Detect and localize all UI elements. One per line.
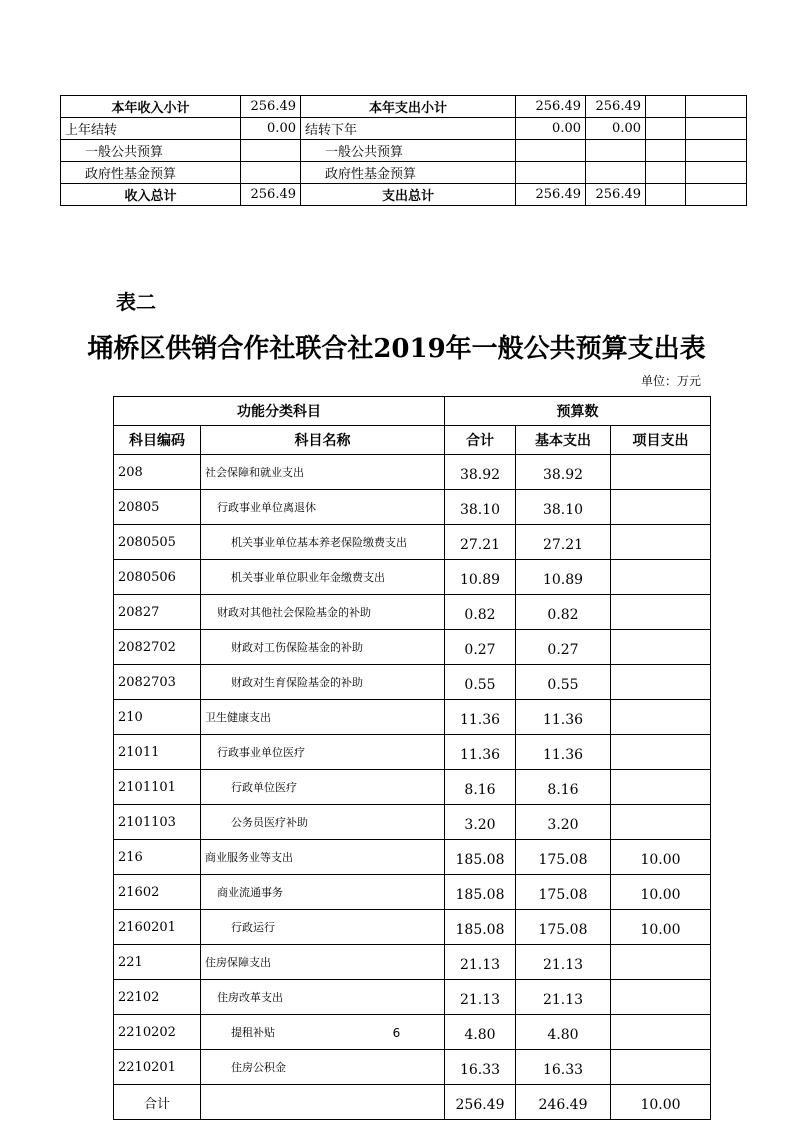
total-value: 3.20	[445, 805, 516, 840]
table-row	[114, 805, 711, 840]
table-row	[114, 980, 711, 1015]
expense-value-2: 256.49	[586, 184, 646, 206]
subject-name: 商业服务业等支出	[201, 840, 445, 875]
header-code: 科目编码	[114, 426, 201, 455]
project-value: 10.00	[611, 840, 711, 875]
empty-cell	[686, 96, 747, 118]
subject-name: 商业流通事务	[201, 875, 445, 910]
table-row	[114, 630, 711, 665]
subject-name: 行政事业单位医疗	[201, 735, 445, 770]
subject-name: 卫生健康支出	[201, 700, 445, 735]
empty-cell	[686, 140, 747, 162]
project-value	[611, 525, 711, 560]
subject-code: 2080506	[114, 560, 201, 595]
project-value: 10.00	[611, 910, 711, 945]
header-total: 合计	[445, 426, 516, 455]
total-value: 10.89	[445, 560, 516, 595]
project-value	[611, 455, 711, 490]
summary-row	[61, 96, 747, 118]
empty-cell	[646, 162, 686, 184]
subject-name: 行政事业单位离退休	[201, 490, 445, 525]
table-row	[114, 595, 711, 630]
subject-code: 21011	[114, 735, 201, 770]
table-row	[114, 1050, 711, 1085]
basic-value: 3.20	[516, 805, 611, 840]
subject-name: 社会保障和就业支出	[201, 455, 445, 490]
table-label: 表二	[116, 290, 156, 314]
total-value: 11.36	[445, 700, 516, 735]
expense-value-2: 256.49	[586, 96, 646, 118]
basic-value: 11.36	[516, 735, 611, 770]
subject-name: 财政对其他社会保险基金的补助	[201, 595, 445, 630]
subject-name: 财政对工伤保险基金的补助	[201, 630, 445, 665]
expense-value: 256.49	[516, 184, 586, 206]
subject-code: 21602	[114, 875, 201, 910]
header-project: 项目支出	[611, 426, 711, 455]
subject-code: 216	[114, 840, 201, 875]
subject-name: 行政运行	[201, 910, 445, 945]
income-item: 收入总计	[61, 184, 241, 206]
subject-name: 机关事业单位职业年金缴费支出	[201, 560, 445, 595]
project-value: 10.00	[611, 1085, 711, 1120]
basic-value: 175.08	[516, 875, 611, 910]
subject-name: 行政单位医疗	[201, 770, 445, 805]
header-basic: 基本支出	[516, 426, 611, 455]
income-value: 0.00	[241, 118, 301, 140]
basic-value: 11.36	[516, 700, 611, 735]
basic-value: 175.08	[516, 840, 611, 875]
subject-name: 住房改革支出	[201, 980, 445, 1015]
table-row	[114, 665, 711, 700]
project-value	[611, 805, 711, 840]
basic-value: 4.80	[516, 1015, 611, 1050]
subject-code: 210	[114, 700, 201, 735]
basic-value: 16.33	[516, 1050, 611, 1085]
summary-row	[61, 140, 747, 162]
income-expense-summary-table	[60, 95, 747, 206]
total-label: 合计	[114, 1085, 201, 1120]
project-value: 10.00	[611, 875, 711, 910]
table-row	[114, 735, 711, 770]
expense-value-2: 0.00	[586, 118, 646, 140]
subject-code: 2080505	[114, 525, 201, 560]
table-row	[114, 525, 711, 560]
subject-code: 2101103	[114, 805, 201, 840]
basic-value: 8.16	[516, 770, 611, 805]
basic-value: 38.10	[516, 490, 611, 525]
project-value	[611, 490, 711, 525]
subject-code: 2082703	[114, 665, 201, 700]
income-item: 本年收入小计	[61, 96, 241, 118]
total-value: 21.13	[445, 945, 516, 980]
expense-value	[516, 140, 586, 162]
project-value	[611, 560, 711, 595]
empty-cell	[646, 140, 686, 162]
empty-cell	[201, 1085, 445, 1120]
subject-name: 机关事业单位基本养老保险缴费支出	[201, 525, 445, 560]
expense-item: 本年支出小计	[301, 96, 516, 118]
total-value: 27.21	[445, 525, 516, 560]
total-value: 185.08	[445, 875, 516, 910]
subject-code: 20805	[114, 490, 201, 525]
subject-code: 2210202	[114, 1015, 201, 1050]
table-row	[114, 910, 711, 945]
expense-value: 256.49	[516, 96, 586, 118]
expense-value-2	[586, 140, 646, 162]
project-value	[611, 1050, 711, 1085]
total-value: 8.16	[445, 770, 516, 805]
header-group-row	[114, 397, 711, 426]
subject-code: 20827	[114, 595, 201, 630]
unit-label: 单位：万元	[640, 374, 701, 388]
project-value	[611, 700, 711, 735]
project-value	[611, 945, 711, 980]
project-value	[611, 770, 711, 805]
empty-cell	[686, 118, 747, 140]
basic-value: 21.13	[516, 945, 611, 980]
table-row	[114, 700, 711, 735]
income-value	[241, 140, 301, 162]
total-value: 38.10	[445, 490, 516, 525]
table-row	[114, 770, 711, 805]
expense-value-2	[586, 162, 646, 184]
subject-code: 2210201	[114, 1050, 201, 1085]
basic-value: 21.13	[516, 980, 611, 1015]
table-row	[114, 455, 711, 490]
expense-value: 0.00	[516, 118, 586, 140]
empty-cell	[646, 184, 686, 206]
basic-value: 0.82	[516, 595, 611, 630]
total-value: 185.08	[445, 840, 516, 875]
page-title: 埇桥区供销合作社联合社2019年一般公共预算支出表	[87, 334, 706, 364]
table-row	[114, 875, 711, 910]
total-row	[114, 1085, 711, 1120]
subject-name: 住房公积金	[201, 1050, 445, 1085]
total-value: 0.55	[445, 665, 516, 700]
income-value: 256.49	[241, 96, 301, 118]
basic-value: 38.92	[516, 455, 611, 490]
project-value	[611, 630, 711, 665]
expense-value	[516, 162, 586, 184]
basic-value: 175.08	[516, 910, 611, 945]
total-value: 256.49	[445, 1085, 516, 1120]
basic-value: 27.21	[516, 525, 611, 560]
subject-name: 公务员医疗补助	[201, 805, 445, 840]
summary-row	[61, 162, 747, 184]
project-value	[611, 595, 711, 630]
project-value	[611, 665, 711, 700]
summary-row	[61, 118, 747, 140]
header-name: 科目名称	[201, 426, 445, 455]
expense-item: 结转下年	[301, 118, 516, 140]
total-value: 185.08	[445, 910, 516, 945]
subject-name: 住房保障支出	[201, 945, 445, 980]
subject-code: 221	[114, 945, 201, 980]
header-budget: 预算数	[445, 397, 711, 426]
subject-code: 2101101	[114, 770, 201, 805]
total-value: 11.36	[445, 735, 516, 770]
total-value: 38.92	[445, 455, 516, 490]
basic-value: 0.27	[516, 630, 611, 665]
page-number: 6	[392, 1026, 401, 1040]
table-row	[114, 840, 711, 875]
subject-code: 2082702	[114, 630, 201, 665]
basic-value: 0.55	[516, 665, 611, 700]
income-value: 256.49	[241, 184, 301, 206]
subject-code: 22102	[114, 980, 201, 1015]
expense-item: 一般公共预算	[301, 140, 516, 162]
basic-value: 246.49	[516, 1085, 611, 1120]
total-value: 0.82	[445, 595, 516, 630]
expense-item: 支出总计	[301, 184, 516, 206]
header-function-category: 功能分类科目	[114, 397, 445, 426]
income-item: 政府性基金预算	[61, 162, 241, 184]
summary-row	[61, 184, 747, 206]
header-row	[114, 426, 711, 455]
income-item: 上年结转	[61, 118, 241, 140]
project-value	[611, 735, 711, 770]
budget-expenditure-table	[113, 396, 711, 1120]
total-value: 4.80	[445, 1015, 516, 1050]
table-row	[114, 560, 711, 595]
empty-cell	[646, 96, 686, 118]
total-value: 21.13	[445, 980, 516, 1015]
subject-name: 财政对生育保险基金的补助	[201, 665, 445, 700]
empty-cell	[646, 118, 686, 140]
table-row	[114, 945, 711, 980]
table-row	[114, 490, 711, 525]
project-value	[611, 980, 711, 1015]
subject-code: 2160201	[114, 910, 201, 945]
basic-value: 10.89	[516, 560, 611, 595]
subject-name: 提租补贴	[201, 1015, 445, 1050]
total-value: 16.33	[445, 1050, 516, 1085]
income-value	[241, 162, 301, 184]
subject-code: 208	[114, 455, 201, 490]
income-item: 一般公共预算	[61, 140, 241, 162]
empty-cell	[686, 162, 747, 184]
total-value: 0.27	[445, 630, 516, 665]
expense-item: 政府性基金预算	[301, 162, 516, 184]
empty-cell	[686, 184, 747, 206]
